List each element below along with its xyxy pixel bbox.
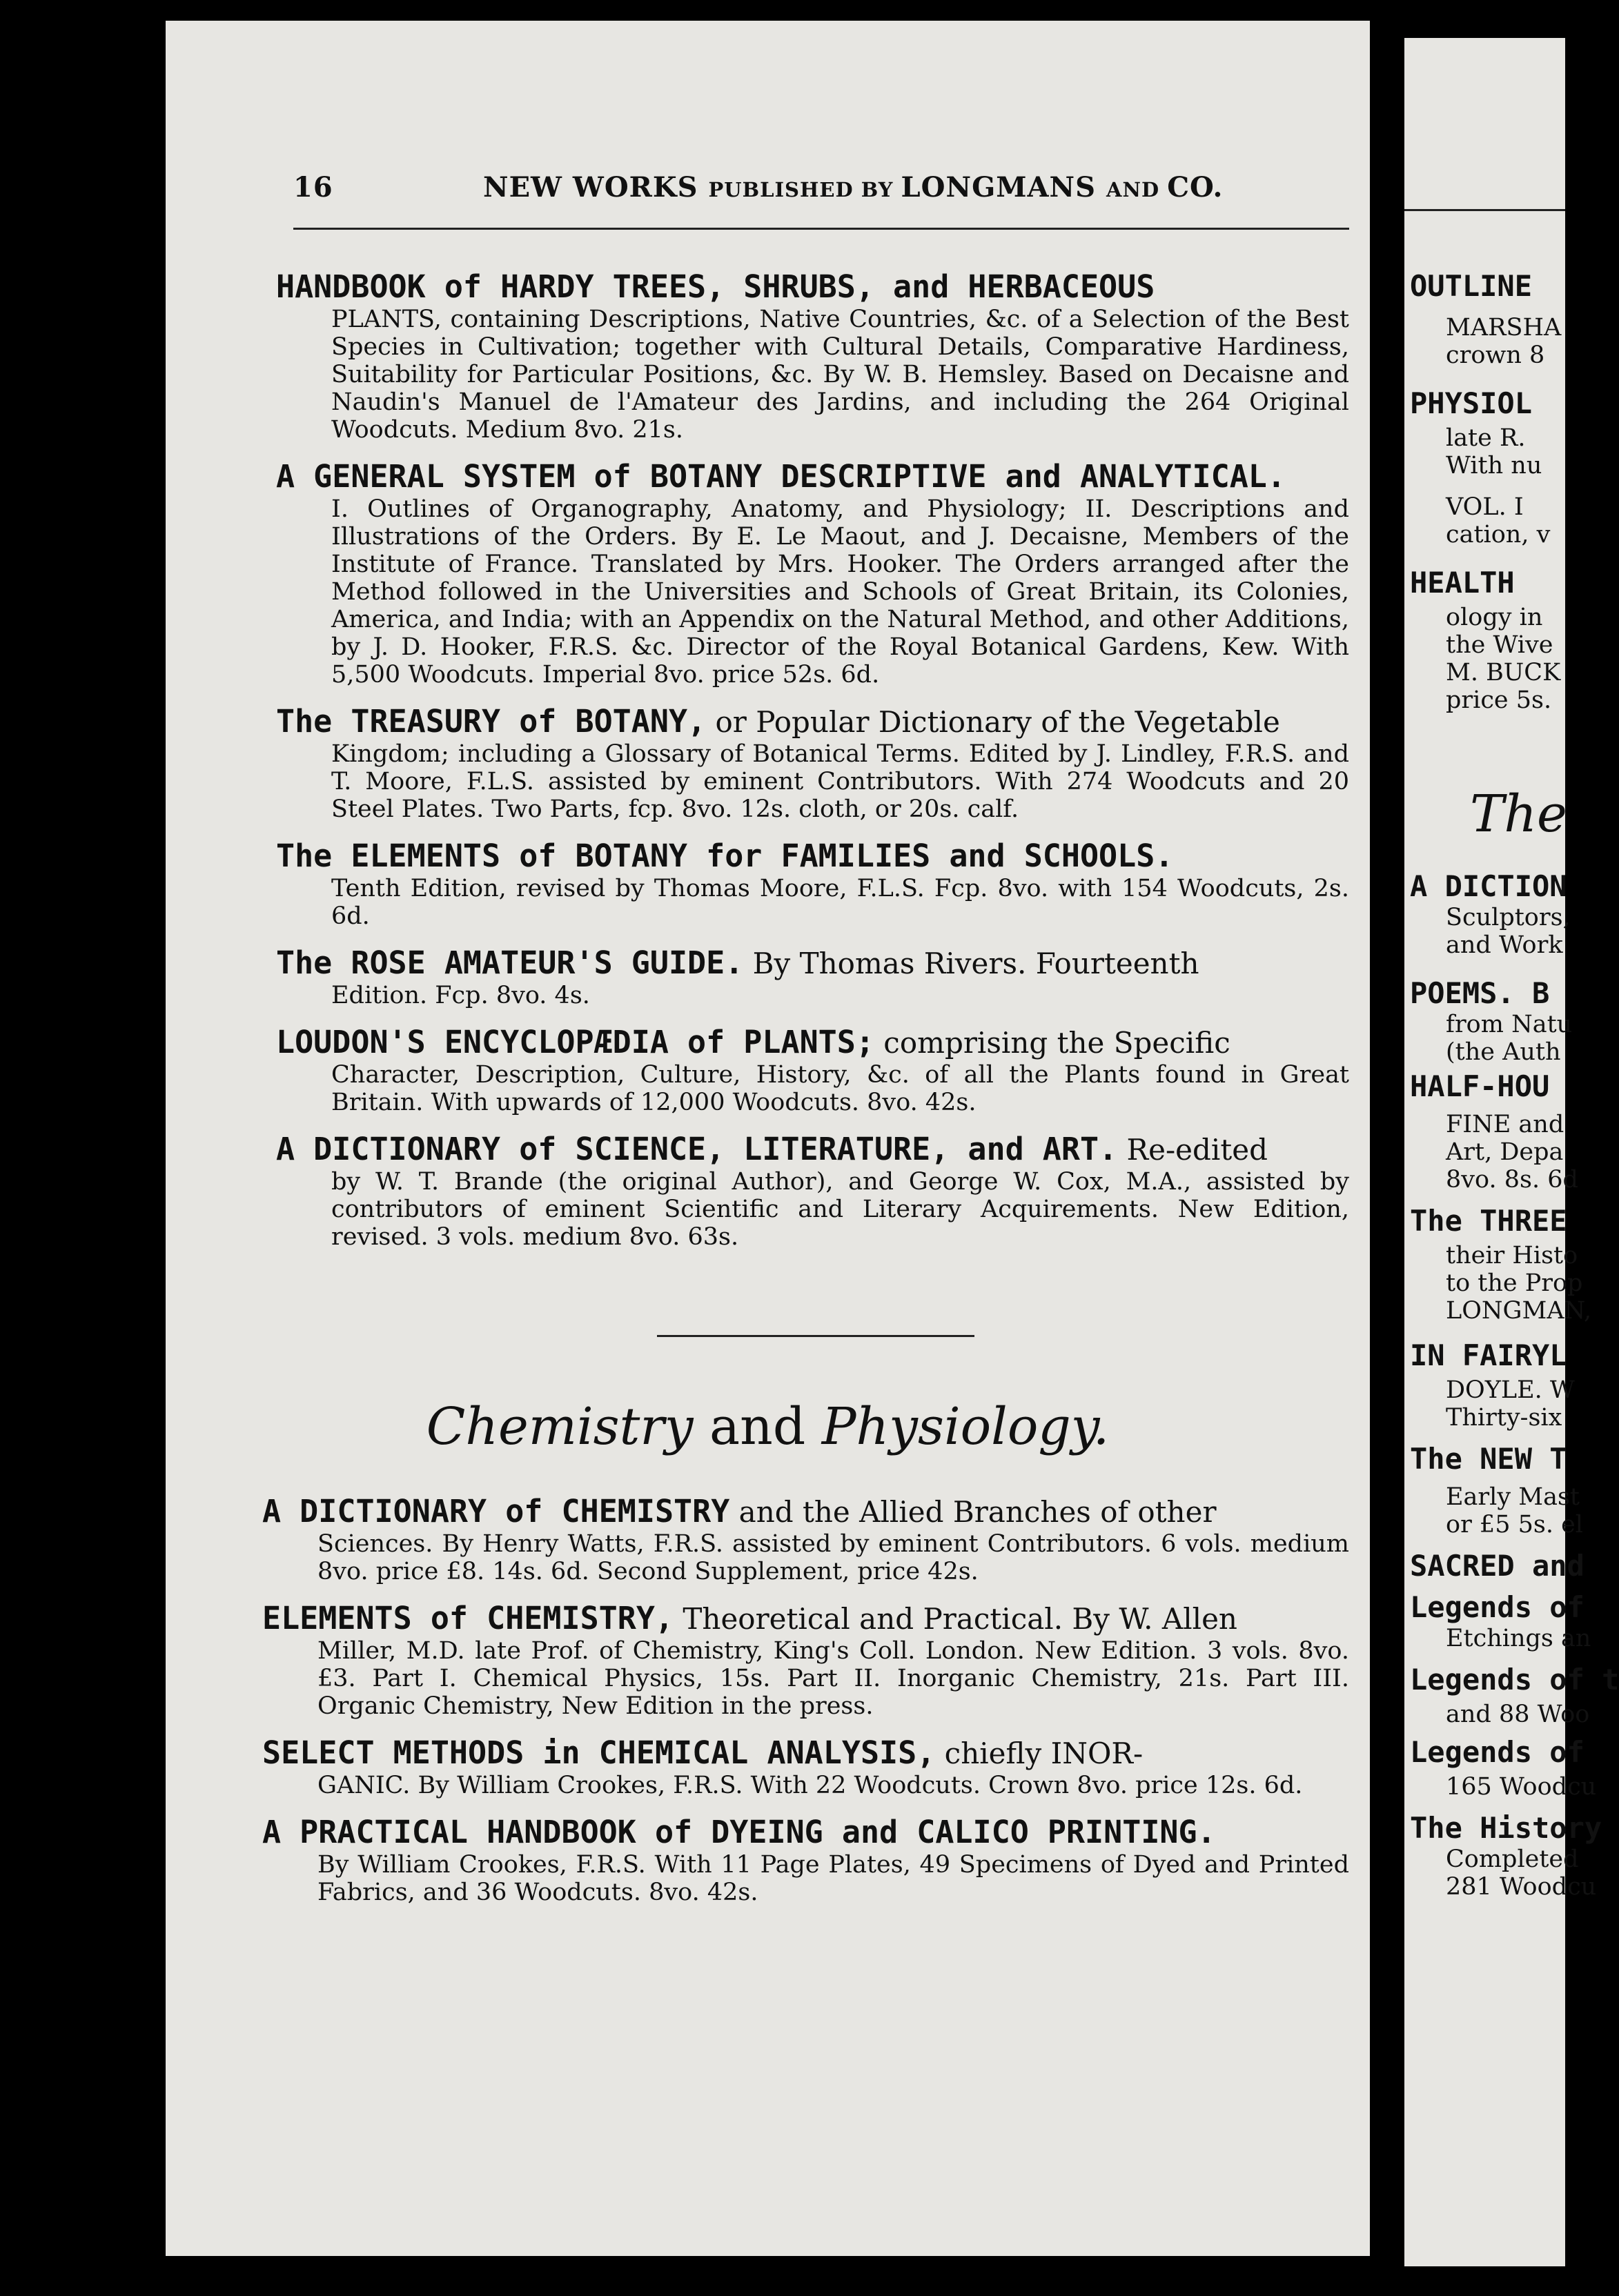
entry-heading <box>276 945 1349 982</box>
right-page-line: HEALTH <box>1410 566 1515 600</box>
right-page-line: M. BUCK <box>1446 659 1561 686</box>
right-page-line: Sculptors, <box>1446 904 1571 931</box>
right-page-line: IN FAIRYL <box>1410 1338 1567 1372</box>
catalogue-entry <box>276 1025 1349 1116</box>
right-page-line: A DICTION <box>1410 869 1567 903</box>
catalogue-entry <box>262 1814 1349 1906</box>
right-page-line: or £5 5s. el <box>1446 1511 1583 1538</box>
entry-title-continuation: comprising the Specific <box>874 1026 1230 1060</box>
entry-description: Tenth Edition, revised by Thomas Moore, F.L.S. Fcp. 8vo. with 154 Woodcuts, 2s. 6d. <box>331 875 1349 930</box>
right-page-line: Etchings an <box>1446 1625 1591 1652</box>
catalogue-entry <box>276 1131 1349 1251</box>
left-page <box>166 21 1370 2256</box>
entry-title: The ROSE AMATEUR'S GUIDE. <box>276 944 744 981</box>
entry-heading <box>276 269 1349 306</box>
section-divider <box>657 1335 974 1337</box>
right-page-line: PHYSIOL <box>1410 386 1533 420</box>
entry-title-continuation: Theoretical and Practical. By W. Allen <box>674 1602 1237 1636</box>
entry-heading <box>276 704 1349 740</box>
entry-heading <box>276 838 1349 875</box>
right-page-line: VOL. I <box>1446 493 1524 521</box>
right-page-line: MARSHA <box>1446 314 1562 342</box>
entry-title: A PRACTICAL HANDBOOK of DYEING and CALICO PRINTING. <box>262 1814 1216 1850</box>
catalogue-entry <box>276 838 1349 930</box>
right-page-line: The THREE <box>1410 1204 1567 1238</box>
entry-heading <box>262 1814 1349 1851</box>
catalogue-entry <box>276 704 1349 823</box>
right-page-line: 8vo. 8s. 6d <box>1446 1166 1578 1194</box>
right-page-line: ology in <box>1446 604 1543 631</box>
right-page-line: HALF-HOU <box>1410 1069 1550 1103</box>
right-page-line: FINE and <box>1446 1111 1564 1138</box>
right-page-line: the Wive <box>1446 631 1553 659</box>
entry-heading <box>276 459 1349 495</box>
botany-entries <box>276 269 1349 1266</box>
entry-description: Kingdom; including a Glossary of Botanical Terms. Edited by J. Lindley, F.R.S. and T. Moore, F.L.S. assisted by eminent Contributors. With 274 Woodcuts and 20 Steel Plates. Two Parts, fcp. 8vo. 12s. cloth, or 20s. calf. <box>331 740 1349 823</box>
right-page-line: Early Mast <box>1446 1483 1580 1511</box>
entry-title: LOUDON'S ENCYCLOPÆDIA of PLANTS; <box>276 1024 874 1060</box>
entry-heading <box>262 1735 1349 1772</box>
entry-description: Character, Description, Culture, History, &c. of all the Plants found in Great Britain. With upwards of 12,000 Woodcuts. 8vo. 42s. <box>331 1061 1349 1116</box>
entry-title: A DICTIONARY of CHEMISTRY <box>262 1493 730 1530</box>
right-page-line: to the Prop <box>1446 1269 1583 1297</box>
entry-heading <box>276 1131 1349 1168</box>
entry-heading <box>262 1601 1349 1637</box>
right-page-line: Legends of <box>1410 1735 1584 1769</box>
section-title: Chemistry and Physiology. <box>426 1397 1110 1456</box>
entry-title-continuation: chiefly INOR- <box>935 1736 1144 1770</box>
entry-description: PLANTS, containing Descriptions, Native Countries, &c. of a Selection of the Best Species in Cultivation; together with Cultural Details, Comparative Hardiness, Suitability for Particular Positions, &c. By W. B. Hemsley. Based on Decaisne and Naudin's Manuel de l'Amateur des Jardins, and including the 264 Original Woodcuts. Medium 8vo. 21s. <box>331 306 1349 444</box>
right-page-line: LONGMAN, <box>1446 1297 1592 1325</box>
entry-title: The ELEMENTS of BOTANY for FAMILIES and SCHOOLS. <box>276 838 1174 874</box>
entry-description: By William Crookes, F.R.S. With 11 Page Plates, 49 Specimens of Dyed and Printed Fabrics, and 36 Woodcuts. 8vo. 42s. <box>317 1851 1349 1906</box>
right-page-fragment <box>1404 38 1619 2266</box>
right-page-line: their Histo <box>1446 1242 1578 1269</box>
right-page-line: The NEW T <box>1410 1442 1567 1476</box>
catalogue-entry <box>276 459 1349 689</box>
right-page-line: Thirty-six <box>1446 1404 1562 1432</box>
entry-title-continuation: or Popular Dictionary of the Vegetable <box>706 705 1280 739</box>
right-page-rule <box>1404 209 1565 211</box>
right-page-line: 165 Woodcu <box>1446 1773 1597 1801</box>
right-page-line: The History <box>1410 1811 1602 1845</box>
entry-title: SELECT METHODS in CHEMICAL ANALYSIS, <box>262 1734 936 1771</box>
entry-heading <box>276 1025 1349 1061</box>
right-page-line: With nu <box>1446 452 1542 479</box>
entry-title: A GENERAL SYSTEM of BOTANY DESCRIPTIVE and ANALYTICAL. <box>276 458 1286 495</box>
catalogue-entry <box>262 1601 1349 1720</box>
right-page-line: price 5s. <box>1446 686 1552 714</box>
chemistry-entries <box>262 1494 1349 1921</box>
right-page-line: Art, Depa <box>1446 1138 1564 1166</box>
header-title: NEW WORKS PUBLISHED BY LONGMANS AND CO. <box>483 171 1224 204</box>
entry-description: I. Outlines of Organography, Anatomy, and Physiology; II. Descriptions and Illustrations of the Orders. By E. Le Maout, and J. Decaisne, Members of the Institute of France. Translated by Mrs. Hooker. The Orders arranged after the Method followed in the Universities and Schools of Great Britain, its Colonies, America, and India; with an Appendix on the Natural Method, and other Additions, by J. D. Hooker, F.R.S. &c. Director of the Royal Botanical Gardens, Kew. With 5,500 Woodcuts. Imperial 8vo. price 52s. 6d. <box>331 495 1349 689</box>
entry-title: ELEMENTS of CHEMISTRY, <box>262 1600 674 1636</box>
right-page-line: SACRED and <box>1410 1549 1584 1583</box>
entry-heading <box>262 1494 1349 1530</box>
entry-title: HANDBOOK of HARDY TREES, SHRUBS, and HERBACEOUS <box>276 268 1155 305</box>
right-page-line: Completed <box>1446 1845 1579 1873</box>
right-page-line: 281 Woodcu <box>1446 1873 1597 1901</box>
entry-title-continuation: and the Allied Branches of other <box>729 1495 1217 1529</box>
right-page-line: and 88 Woo <box>1446 1701 1590 1728</box>
right-page-line: Legends of t <box>1410 1663 1619 1696</box>
entry-description: Miller, M.D. late Prof. of Chemistry, King's Coll. London. New Edition. 3 vols. 8vo. £3. Part I. Chemical Physics, 15s. Part II. Inorganic Chemistry, 21s. Part III. Organic Chemistry, New Edition in the press. <box>317 1637 1349 1720</box>
entry-description: Sciences. By Henry Watts, F.R.S. assisted by eminent Contributors. 6 vols. medium 8vo. price £8. 14s. 6d. Second Supplement, price 42s. <box>317 1530 1349 1585</box>
entry-title: The TREASURY of BOTANY, <box>276 703 707 740</box>
entry-title-continuation: By Thomas Rivers. Fourteenth <box>743 947 1199 980</box>
catalogue-entry <box>276 269 1349 444</box>
right-page-line: cation, v <box>1446 521 1551 548</box>
right-page-line: late R. <box>1446 424 1526 452</box>
right-page-line: DOYLE. W <box>1446 1376 1575 1404</box>
right-page-line: crown 8 <box>1446 342 1545 369</box>
entry-title: A DICTIONARY of SCIENCE, LITERATURE, and ART. <box>276 1131 1118 1167</box>
entry-title-continuation: Re-edited <box>1117 1133 1268 1167</box>
entry-description: Edition. Fcp. 8vo. 4s. <box>331 982 590 1009</box>
catalogue-entry <box>262 1494 1349 1585</box>
right-page-line: Legends of <box>1410 1590 1584 1624</box>
page-number: 16 <box>293 171 333 204</box>
entry-description: GANIC. By William Crookes, F.R.S. With 22 Woodcuts. Crown 8vo. price 12s. 6d. <box>317 1772 1303 1799</box>
right-page-line: (the Auth <box>1446 1038 1561 1066</box>
right-page-line: The <box>1470 784 1567 844</box>
right-page-line: OUTLINE <box>1410 269 1533 303</box>
catalogue-entry <box>276 945 1349 1009</box>
right-page-line: POEMS. B <box>1410 976 1550 1010</box>
right-page-line: and Work <box>1446 931 1563 959</box>
catalogue-entry <box>262 1735 1349 1799</box>
entry-description: by W. T. Brande (the original Author), and George W. Cox, M.A., assisted by contributors of eminent Scientific and Literary Acquirements. New Edition, revised. 3 vols. medium 8vo. 63s. <box>331 1168 1349 1251</box>
header-rule <box>293 228 1349 230</box>
right-page-line: from Natu <box>1446 1011 1573 1038</box>
